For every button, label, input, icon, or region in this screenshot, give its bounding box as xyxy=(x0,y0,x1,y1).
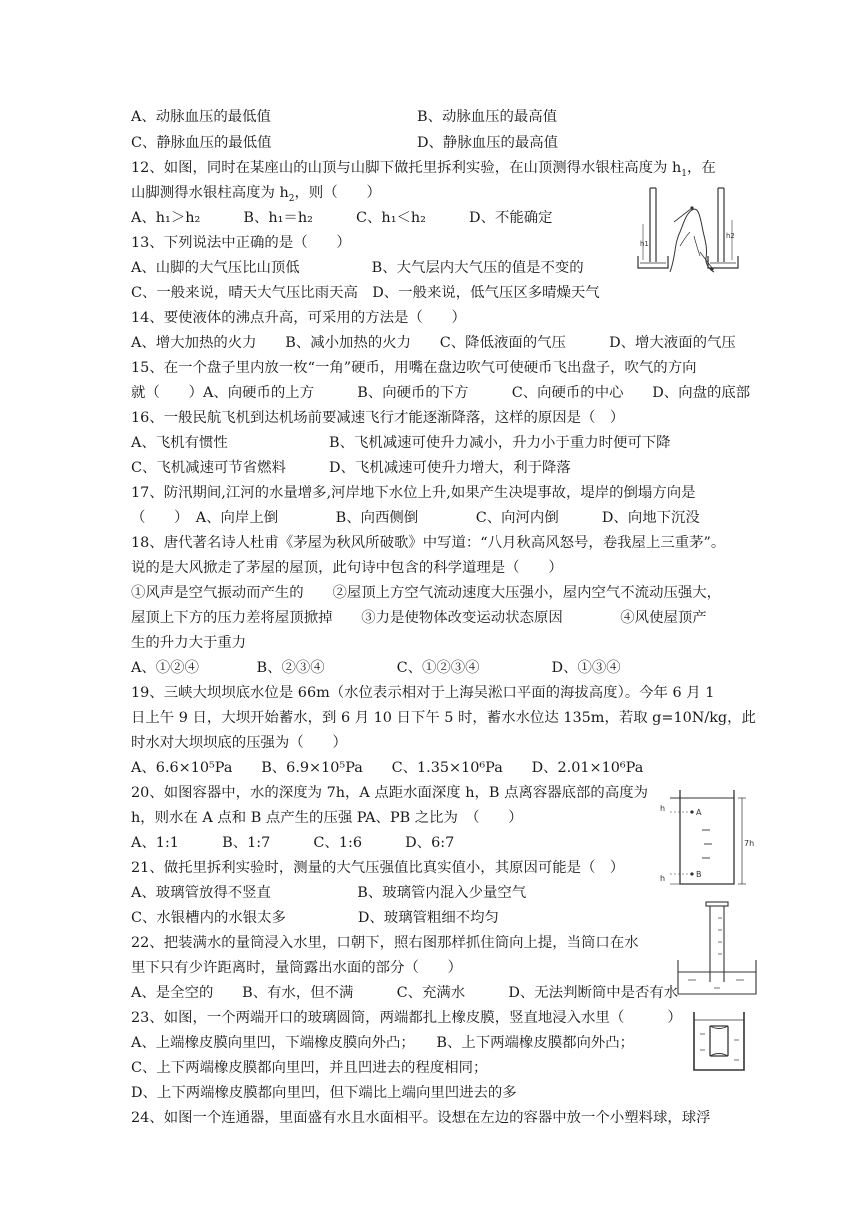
q23-option-d: D、上下两端橡皮膜都向里凹，但下端比上端向里凹进去的多 xyxy=(131,1085,517,1101)
q12-stem-line1-text: 12、如图，同时在某座山的山顶与山脚下做托里拆利实验，在山顶测得水银柱高度为 h xyxy=(131,160,682,176)
q23-options-ab: A、上端橡皮膜向里凹，下端橡皮膜向外凸； B、上下两端橡皮膜都向外凸； xyxy=(131,1035,635,1051)
q22-options: A、是全空的 B、有水，但不满 C、充满水 D、无法判断筒中是否有水 xyxy=(131,985,679,1001)
q21-options-cd: C、水银槽内的水银太多 D、玻璃管粗细不均匀 xyxy=(131,910,499,926)
q19-stem-line1: 19、三峡大坝坝底水位是 66m（水位表示相对于上海吴淞口平面的海拔高度）。今年 6 月 1 xyxy=(131,685,715,701)
depth-7h-label: 7h xyxy=(744,839,755,848)
q22-stem-line2: 里下只有少许距离时，量筒露出水面的部分（ ） xyxy=(131,960,462,976)
q12-stem-line2 xyxy=(131,183,381,209)
h2-label: h2 xyxy=(726,232,735,240)
inverted-cylinder-figure xyxy=(674,898,760,998)
q14-stem: 14、要使液体的沸点升高，可采用的方法是（ ） xyxy=(131,310,466,326)
q11-option-a: A、动脉血压的最低值 xyxy=(131,109,271,125)
q13-options-ab: A、山脚的大气压比山顶低 B、大气层内大气压的值是不变的 xyxy=(131,260,584,276)
q20-stem-line2: h，则水在 A 点和 B 点产生的压强 PA、PB 之比为 （ ） xyxy=(131,810,523,826)
q12-stem-line1-tail: ，在 xyxy=(686,160,716,176)
q17-stem-line2: （ ） A、向岸上倒 B、向西侧倒 C、向河内倒 D、向地下沉没 xyxy=(131,510,700,526)
q13-stem: 13、下列说法中正确的是（ ） xyxy=(131,235,351,251)
q16-stem: 16、一般民航飞机到达机场前要减速飞行才能逐渐降落，这样的原因是（ ） xyxy=(131,410,625,426)
q19-stem-line2: 日上午 9 日，大坝开始蓄水，到 6 月 10 日下午 5 时，蓄水水位达 135m，若取 g=10N/kg，此 xyxy=(131,710,756,726)
q16-option-c: C、飞机减速可节省燃料 xyxy=(131,460,286,476)
q16-option-b: B、飞机减速可使升力减小，升力小于重力时便可下降 xyxy=(329,435,671,451)
q11-option-c: C、静脉血压的最低值 xyxy=(131,135,272,151)
q18-stem-line1: 18、唐代著名诗人杜甫《茅屋为秋风所破歌》中写道：“八月秋高风怒号，卷我屋上三重茅”。 xyxy=(131,535,726,551)
q16-option-a: A、飞机有惯性 xyxy=(131,435,228,451)
q16-option-d: D、飞机减速可使升力增大，利于降落 xyxy=(329,460,571,476)
top-h-label: h xyxy=(660,804,666,813)
q18-options: A、①②④ B、②③④ C、①②③④ D、①③④ xyxy=(131,660,621,676)
q15-stem-line1: 15、在一个盘子里内放一枚“一角”硬币，用嘴在盘边吹气可使硬币飞出盘子，吹气的方向 xyxy=(131,360,697,376)
q18-stem-line4: 屋顶上下方的压力差将屋顶掀掉 ③力是使物体改变运动状态原因 ④风使屋顶产 xyxy=(131,610,707,626)
q12-stem-line2-text: 山脚测得水银柱高度为 h xyxy=(131,185,289,201)
q18-stem-line3: ①风声是空气振动而产生的 ②屋顶上方空气流动速度大压强小，屋内空气不流动压强大， xyxy=(131,585,722,601)
container-ab-figure xyxy=(658,786,762,890)
q23-stem: 23、如图，一个两端开口的玻璃圆筒，两端都扎上橡皮膜，竖直地浸入水里（ ） xyxy=(131,1010,682,1026)
q12-options: A、h₁＞h₂ B、h₁＝h₂ C、h₁＜h₂ D、不能确定 xyxy=(131,210,553,226)
h1-label: h1 xyxy=(640,240,649,248)
q18-stem-line5: 生的升力大于重力 xyxy=(131,635,247,651)
q15-stem-line2: 就（ ）A、向硬币的上方 B、向硬币的下方 C、向硬币的中心 D、向盘的底部 xyxy=(131,385,751,401)
q12-stem-line1 xyxy=(131,158,716,184)
q17-stem-line1: 17、防汛期间,江河的水量增多,河岸地下水位上升,如果产生决堤事故，堤岸的倒塌方向是 xyxy=(131,485,696,501)
q22-stem-line1: 22、把装满水的量筒浸入水里，口朝下，照右图那样抓住筒向上提，当筒口在水 xyxy=(131,935,639,951)
q11-option-d: D、静脉血压的最高值 xyxy=(417,135,559,151)
q21-stem: 21、做托里拆利实验时，测量的大气压强值比真实值小，其原因可能是（ ） xyxy=(131,860,625,876)
q14-options: A、增大加热的火力 B、减小加热的火力 C、降低液面的气压 D、增大液面的气压 xyxy=(131,335,736,351)
q19-stem-line3: 时水对大坝坝底的压强为（ ） xyxy=(131,735,347,751)
tube-in-beaker-figure xyxy=(690,1010,750,1074)
q12-h1-subscript: 1 xyxy=(681,168,687,179)
q20-options: A、1:1 B、1:7 C、1:6 D、6:7 xyxy=(131,835,455,851)
q13-options-cd: C、一般来说，晴天大气压比雨天高 D、一般来说，低气压区多晴燥天气 xyxy=(131,285,600,301)
q12-h2-subscript: 2 xyxy=(288,193,295,204)
q24-stem-line1: 24、如图一个连通器，里面盛有水且水面相平。设想在左边的容器中放一个小塑料球，球浮 xyxy=(131,1110,711,1126)
q23-option-c: C、上下两端橡皮膜都向里凹，并且凹进去的程度相同； xyxy=(131,1060,488,1076)
q11-option-b: B、动脉血压的最高值 xyxy=(417,109,558,125)
q20-stem-line1: 20、如图容器中，水的深度为 7h，A 点距水面深度 h，B 点离容器底部的高度为 xyxy=(131,785,648,801)
bottom-h-label: h xyxy=(660,874,666,883)
point-b-label: B xyxy=(696,870,702,879)
q19-options: A、6.6×10⁵Pa B、6.9×10⁵Pa C、1.35×10⁶Pa D、2.01×10⁶Pa xyxy=(131,760,644,776)
q18-stem-line2: 说的是大风掀走了茅屋的屋顶，此句诗中包含的科学道理是（ ） xyxy=(131,560,563,576)
q21-options-ab: A、玻璃管放得不竖直 B、玻璃管内混入少量空气 xyxy=(131,885,527,901)
point-a-label: A xyxy=(696,808,702,817)
q12-stem-line2-tail: ，则（ ） xyxy=(294,185,381,201)
mountain-torricelli-figure xyxy=(634,186,744,278)
